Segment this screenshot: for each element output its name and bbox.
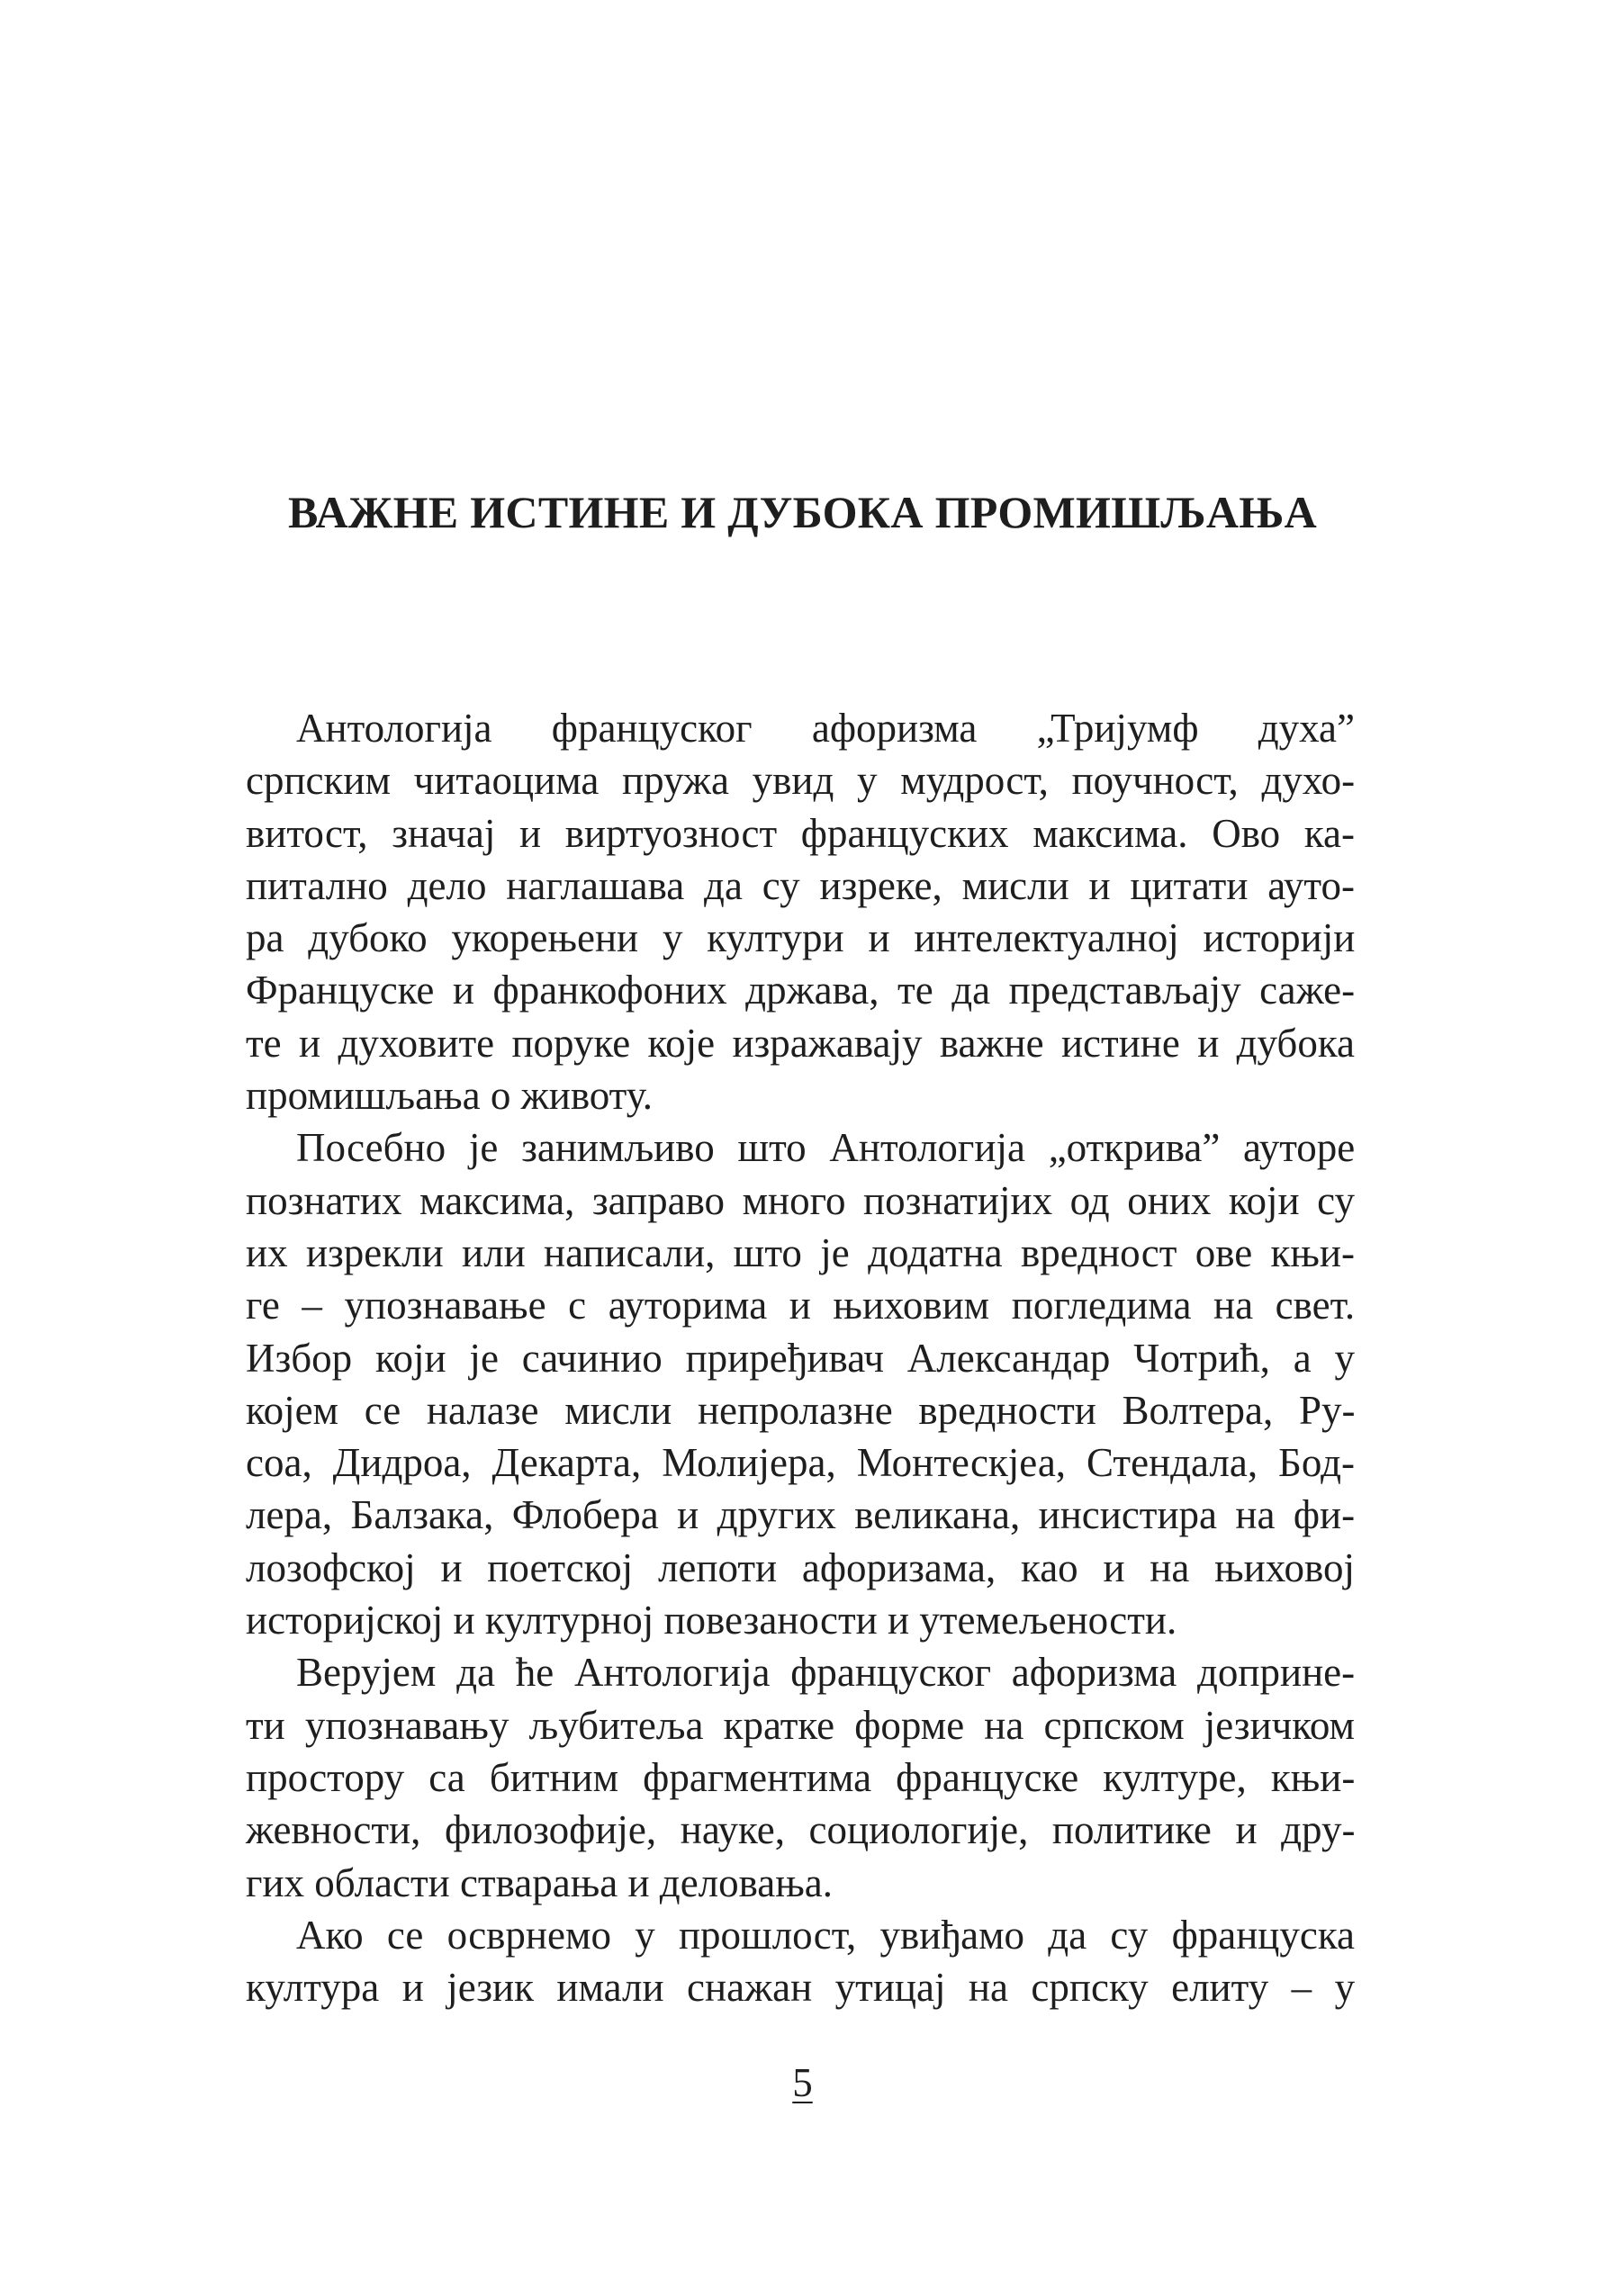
text-line: култура и језик имали снажан утицај на српску елиту – у — [246, 1965, 1356, 2011]
text-line: ти упознавању љубитеља кратке форме на српском језичком — [246, 1702, 1355, 1748]
chapter-title: ВАЖНЕ ИСТИНЕ И ДУБОКА ПРОМИШЉАЊА — [287, 487, 1318, 537]
text-line: их изрекли или написали, што је додатна вредност ове књи- — [246, 1229, 1356, 1275]
text-line: витост, значај и виртуозност француских максима. Ово ка- — [246, 810, 1355, 856]
body-text — [246, 702, 1355, 2013]
text-line: соа, Дидроа, Декарта, Молијера, Монтескјеа, Стендала, Бод- — [246, 1440, 1355, 1486]
text-line: жевности, филозофије, науке, социологије, политике и дру- — [246, 1807, 1356, 1853]
text-line: лера, Балзака, Флобера и других великана, инсистира на фи- — [246, 1492, 1356, 1538]
text-line: лозофској и поетској лепоти афоризама, као и на њиховој — [246, 1544, 1355, 1590]
text-line: познатих максима, заправо много познатијих од оних који су — [246, 1177, 1355, 1223]
text-line: историјској и културној повезаности и утемељености. — [246, 1598, 1177, 1643]
paragraph-1 — [246, 702, 1355, 1121]
text-line: Посебно је занимљиво што Антологија „открива” ауторе — [296, 1125, 1356, 1171]
text-line: Верујем да ће Антологија француског афоризма доприне- — [296, 1650, 1356, 1696]
text-line: Избор који је сачинио приређивач Александар Чотрић, а у — [246, 1335, 1355, 1381]
text-line: гих области стварања и деловања. — [246, 1859, 834, 1905]
text-line: ге – упознавање с ауторима и њиховим погледима на свет. — [246, 1283, 1356, 1328]
text-line: простору са битним фрагментима француске културе, књи- — [246, 1754, 1356, 1800]
text-line: Француске и франкофоних држава, те да представљају саже- — [246, 968, 1356, 1013]
text-line: промишљања о животу. — [246, 1073, 653, 1119]
paragraph-3 — [246, 1646, 1355, 1908]
text-line: којем се налазе мисли непролазне вредности Волтера, Ру- — [246, 1387, 1356, 1433]
page-number — [0, 2059, 1605, 2106]
paragraph-4 — [246, 1909, 1355, 2014]
text-line: српским читаоцима пружа увид у мудрост, поучност, духо- — [246, 758, 1356, 804]
page-number-text: 5 — [792, 2060, 813, 2105]
text-line: те и духовите поруке које изражавају важне истине и дубока — [246, 1020, 1355, 1066]
paragraph-2 — [246, 1121, 1355, 1646]
text-line: питално дело наглашава да су изреке, мисли и цитати ауто- — [246, 862, 1355, 908]
text-line: Ако се осврнемо у прошлост, увиђамо да су француска — [296, 1912, 1355, 1958]
text-line: ра дубоко укорењени у култури и интелектуалној историји — [246, 915, 1356, 961]
text-line: Антологија француског афоризма „Тријумф духа” — [296, 706, 1355, 751]
